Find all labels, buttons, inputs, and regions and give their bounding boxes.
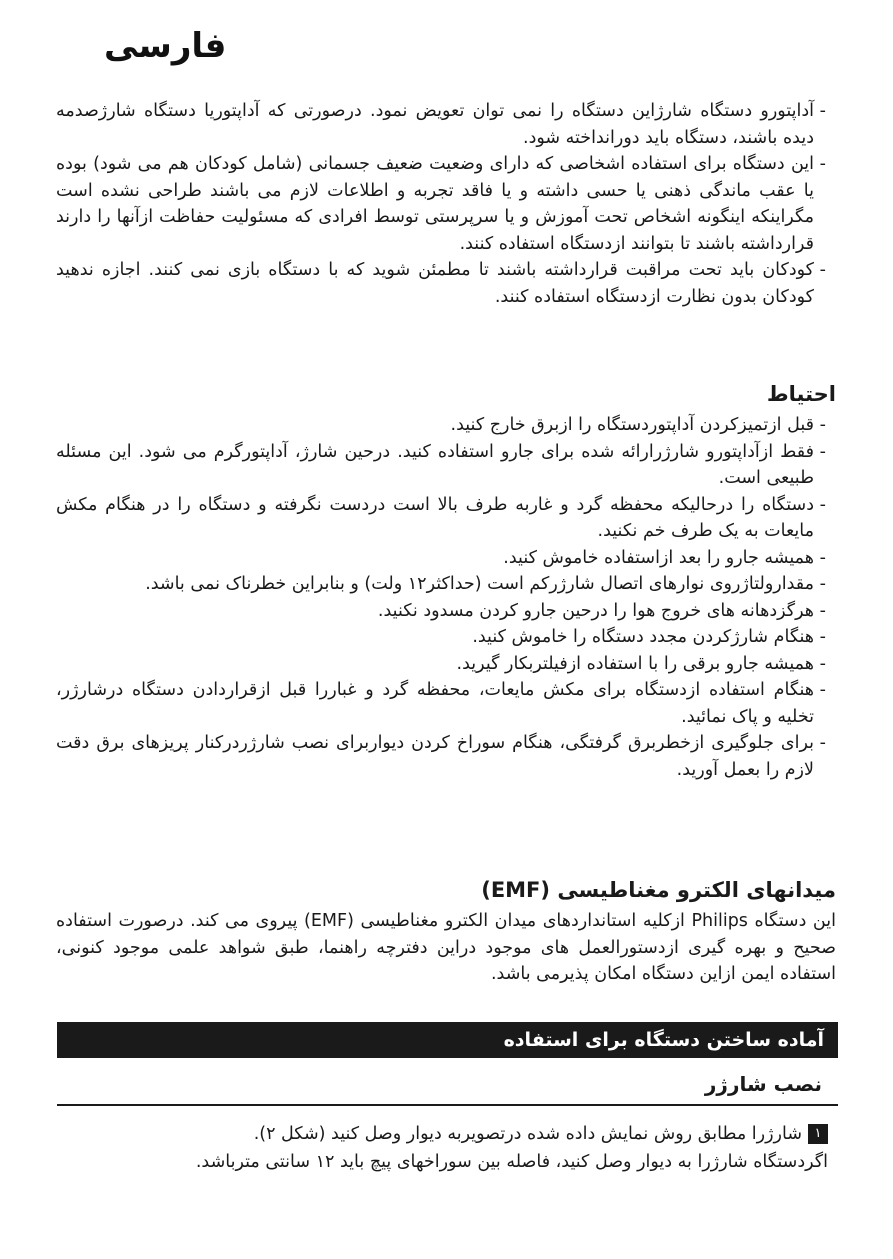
caution-heading: احتیاط xyxy=(766,382,836,406)
list-item xyxy=(56,598,826,625)
bullet-dash: - xyxy=(819,653,826,674)
list-item xyxy=(56,677,826,730)
list-item-text: هنگام استفاده ازدستگاه برای مکش مایعات، محفظه گرد و غباررا قبل ازقراردادن دستگاه درشارژر، تخلیه و پاک نمائید. xyxy=(56,680,814,727)
list-item-text: مقدارولتاژروی نوارهای اتصال شارژرکم است (حداکثر۱۲ ولت) و بنابراین خطرناک نمی باشد. xyxy=(145,574,814,594)
step-note: اگردستگاه شارژرا به دیوار وصل کنید، فاصله بین سوراخهای پیچ باید ۱۲ سانتی مترباشد. xyxy=(195,1152,828,1172)
warnings-section xyxy=(56,98,836,310)
section-header-bar: آماده ساختن دستگاه برای استفاده xyxy=(57,1022,838,1058)
list-item xyxy=(56,151,826,257)
bullet-dash: - xyxy=(819,574,826,594)
caution-list xyxy=(56,412,826,783)
list-item xyxy=(56,98,826,151)
install-heading: نصب شارژر xyxy=(704,1072,822,1096)
list-item-text: آداپتورو دستگاه شارژاین دستگاه را نمی توان تعویض نمود. درصورتی که آداپتوریا دستگاه شارژصدمه دیده باشند، دستگاه باید دورانداخته شود. xyxy=(56,101,814,148)
list-item-text: قبل ازتمیزکردن آداپتوردستگاه را ازبرق خارج کنید. xyxy=(450,415,814,435)
bullet-dash: - xyxy=(819,600,826,621)
list-item-text: برای جلوگیری ازخطربرق گرفتگی، هنگام سوراخ کردن دیواربرای نصب شارژردرکنار پریزهای برق دقت لازم را بعمل آورید. xyxy=(56,733,814,780)
list-item xyxy=(56,545,826,572)
bullet-dash: - xyxy=(819,680,826,700)
list-item-text: هرگزدهانه های خروج هوا را درحین جارو کردن مسدود نکنید. xyxy=(377,600,814,621)
list-item-text: همیشه جارو را بعد ازاستفاده خاموش کنید. xyxy=(503,547,814,568)
list-item xyxy=(56,651,826,678)
bullet-dash: - xyxy=(819,260,826,280)
list-item xyxy=(56,439,826,492)
step-text: شارژرا مطابق روش نمایش داده شده درتصویربه دیوار وصل کنید (شکل ۲). xyxy=(253,1124,802,1144)
list-item xyxy=(56,257,826,310)
list-item xyxy=(56,412,826,439)
list-item xyxy=(56,730,826,783)
warnings-list xyxy=(56,98,826,310)
install-step xyxy=(56,1120,828,1176)
list-item-text: همیشه جارو برقی را با استفاده ازفیلتربکار گیرید. xyxy=(456,653,814,674)
list-item xyxy=(56,624,826,651)
emf-section xyxy=(56,876,836,988)
list-item-text: هنگام شارژکردن مجدد دستگاه را خاموش کنید. xyxy=(472,627,814,647)
list-item-text: فقط ازآداپتورو شارژرارائه شده برای جارو استفاده کنید. درحین شارژ، آداپتورگرم می شود. این مسئله طبیعی است. xyxy=(56,441,814,488)
emf-heading: میدانهای الکترو مغناطیسی (EMF) xyxy=(481,878,836,902)
step-number-badge: ۱ xyxy=(808,1124,828,1144)
divider xyxy=(57,1104,838,1106)
bullet-dash: - xyxy=(819,101,826,121)
bullet-dash: - xyxy=(819,415,826,435)
bullet-dash: - xyxy=(819,441,826,462)
list-item-text: کودکان باید تحت مراقبت قرارداشته باشند تا مطمئن شوید که با دستگاه بازی نمی کنند. اجازه ندهید کودکان بدون نظارت ازدستگاه استفاده کنند. xyxy=(56,260,814,307)
list-item-text: این دستگاه برای استفاده اشخاصی که دارای وضعیت ضعیف جسمانی (شامل کودکان هم می شود) بوده یا عقب ماندگی ذهنی یا حسی داشته و یا فاقد تجربه و اطلاعات لازم می باشند طراحی نشده است مگراینکه اینگونه اشخاص تحت آموزش و یا سرپرستی توسط افرادی که مسئولیت حفاظت ازآنها را دارند قرارداشته باشند تا بتوانند ازدستگاه استفاده کنند. xyxy=(56,154,814,254)
list-item-text: دستگاه را درحالیکه محفظه گرد و غاربه طرف بالا است دردست نگرفته و دستگاه را در هنگام مکش مایعات به یک طرف خم نکنید. xyxy=(56,494,814,541)
emf-paragraph: این دستگاه Philips ازکلیه استانداردهای میدان الکترو مغناطیسی (EMF) پیروی می کند. درصورت استفاده صحیح و بهره گیری ازدستورالعمل های موجود دراین دفترچه راهنما، طبق شواهد علمی موجود کنونی، استفاده ایمن ازاین دستگاه امکان پذیرمی باشد. xyxy=(56,911,836,984)
bullet-dash: - xyxy=(819,154,826,174)
bullet-dash: - xyxy=(819,547,826,568)
step-row xyxy=(56,1120,828,1148)
page-title: فارسی xyxy=(104,26,227,66)
caution-section xyxy=(56,380,836,783)
bullet-dash: - xyxy=(819,733,826,753)
list-item xyxy=(56,571,826,598)
list-item xyxy=(56,492,826,545)
bullet-dash: - xyxy=(819,627,826,647)
bullet-dash: - xyxy=(819,494,826,515)
